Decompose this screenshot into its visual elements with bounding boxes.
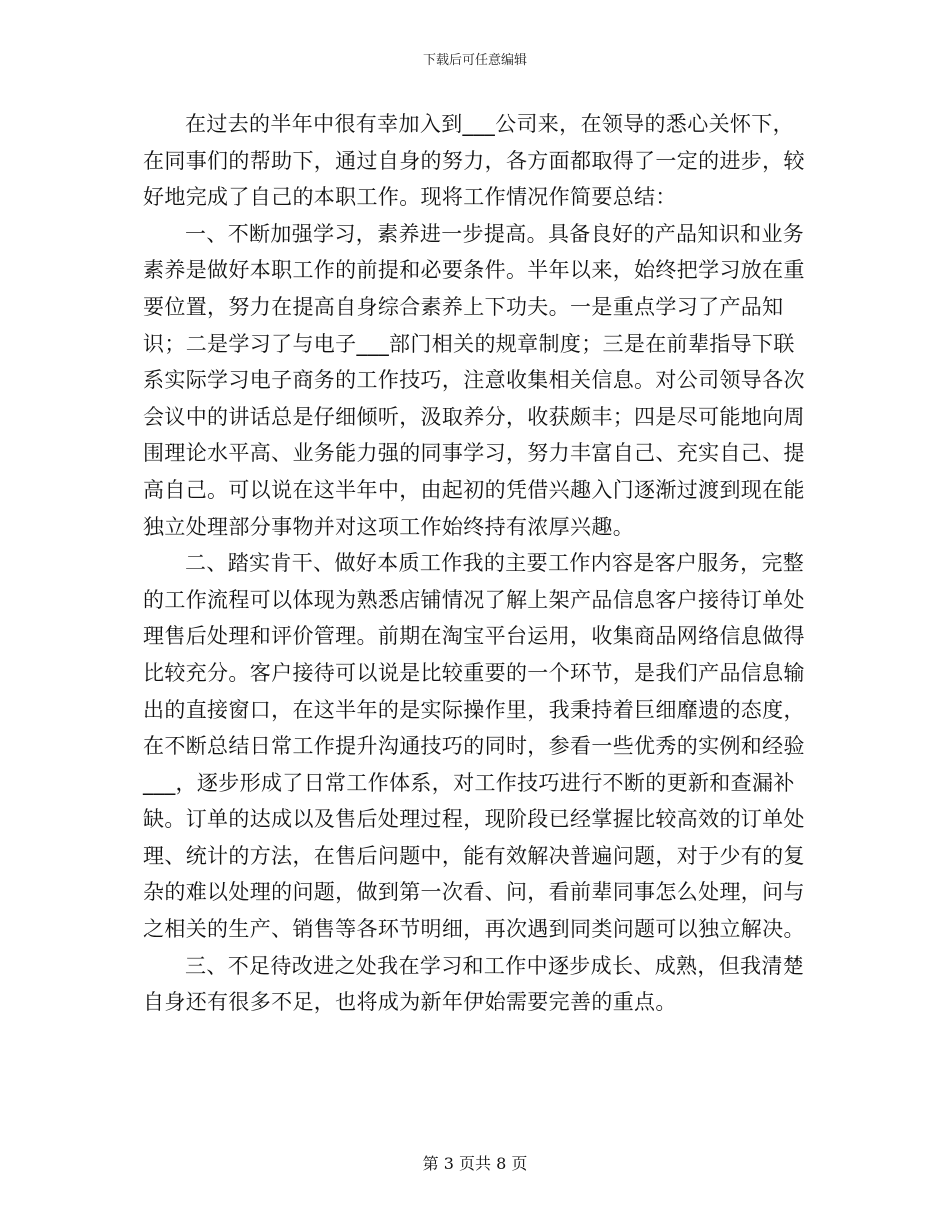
paragraph-section-3: 三、不足待改进之处我在学习和工作中逐步成长、成熟，但我清楚自身还有很多不足，也将成为新年伊始需要完善的重点。: [143, 953, 805, 1015]
paragraph-section-2: 二、踏实肯干、做好本质工作我的主要工作内容是客户服务，完整的工作流程可以体现为熟悉店铺情况了解上架产品信息客户接待订单处理售后处理和评价管理。前期在淘宝平台运用，收集商品网络信息做得比较充分。客户接待可以说是比较重要的一个环节，是我们产品信息输出的直接窗口，在这半年的是实际操作里，我秉持着巨细靡遗的态度，在不断总结日常工作提升沟通技巧的同时，参看一些优秀的实例和经验___，逐步形成了日常工作体系，对工作技巧进行不断的更新和查漏补缺。订单的达成以及售后处理过程，现阶段已经掌握比较高效的订单处理、统计的方法，在售后问题中，能有效解决普遍问题，对于少有的复杂的难以处理的问题，做到第一次看、问，看前辈同事怎么处理，问与之相关的生产、销售等各环节明细，再次遇到同类问题可以独立解决。: [143, 551, 805, 942]
page-header: 下载后可任意编辑: [422, 53, 527, 68]
paragraph-intro: 在过去的半年中很有幸加入到___公司来，在领导的悉心关怀下，在同事们的帮助下，通过自身的努力，各方面都取得了一定的进步，较好地完成了自己的本职工作。现将工作情况作简要总结：: [143, 112, 805, 210]
page-number-footer: 第 3 页共 8 页: [422, 1154, 528, 1173]
paragraph-section-1: 一、不断加强学习，素养进一步提高。具备良好的产品知识和业务素养是做好本职工作的前提和必要条件。半年以来，始终把学习放在重要位置，努力在提高自身综合素养上下功夫。一是重点学习了产品知识；二是学习了与电子___部门相关的规章制度；三是在前辈指导下联系实际学习电子商务的工作技巧，注意收集相关信息。对公司领导各次会议中的讲话总是仔细倾听，汲取养分，收获颇丰；四是尽可能地向周围理论水平高、业务能力强的同事学习，努力丰富自己、充实自己、提高自己。可以说在这半年中，由起初的凭借兴趣入门逐渐过渡到现在能独立处理部分事物并对这项工作始终持有浓厚兴趣。: [143, 221, 805, 539]
document-body: [143, 106, 808, 1021]
